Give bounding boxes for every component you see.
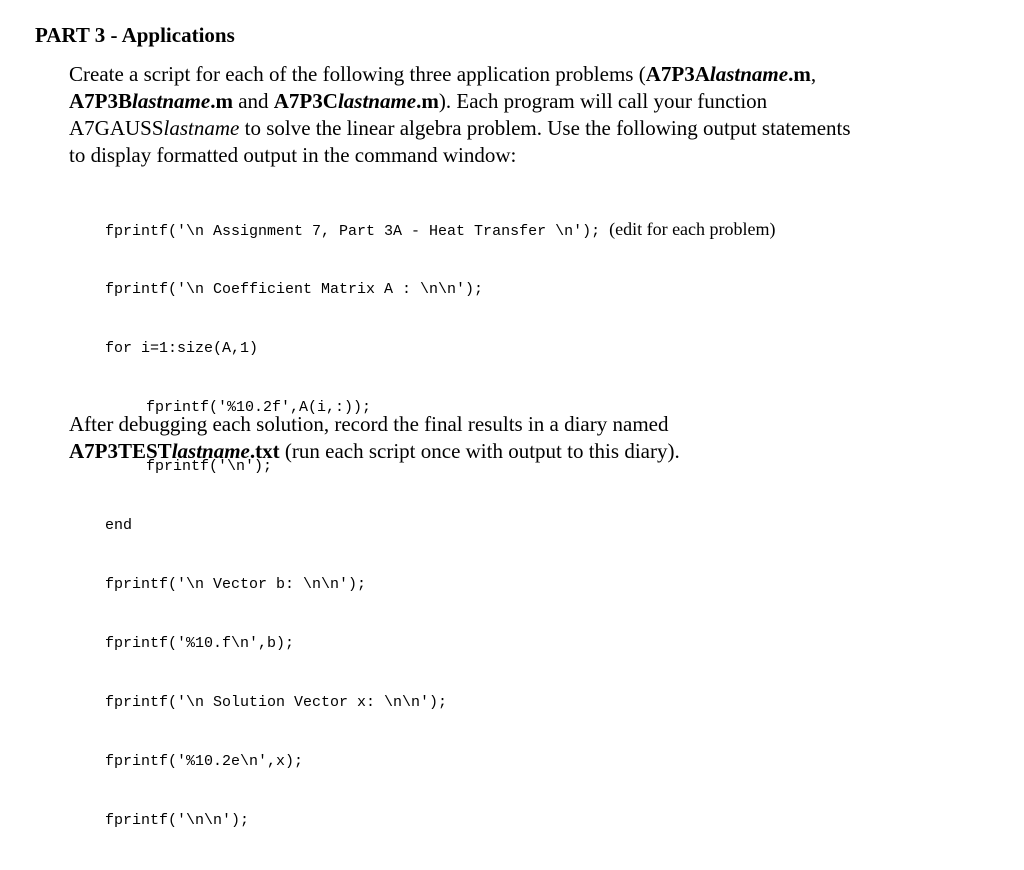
intro-line-1 bbox=[69, 61, 969, 88]
outro-line-1: After debugging each solution, record the final results in a diary named bbox=[69, 412, 669, 436]
code-line bbox=[105, 220, 776, 240]
code-line: fprintf('\n Solution Vector x: \n\n'); bbox=[105, 694, 448, 712]
code-line: fprintf('\n'); bbox=[146, 457, 273, 475]
diary-filename-prefix: A7P3TEST bbox=[69, 439, 172, 463]
intro-text: ). Each program will call your function bbox=[438, 89, 768, 113]
intro-paragraph bbox=[69, 61, 969, 169]
outro-text: (run each script once with output to this diary). bbox=[279, 439, 680, 463]
intro-text: Create a script for each of the following three application problems ( bbox=[69, 62, 646, 86]
filename-b-prefix: A7P3B bbox=[69, 89, 132, 113]
function-name-prefix: A7GAUSS bbox=[69, 116, 164, 140]
intro-line-2 bbox=[69, 88, 969, 115]
intro-text: , bbox=[810, 62, 817, 86]
code-line: fprintf('\n Vector b: \n\n'); bbox=[105, 575, 367, 593]
code-line: fprintf('%10.2f',A(i,:)); bbox=[146, 398, 372, 416]
function-name-lastname: lastname bbox=[163, 116, 240, 140]
code-text: fprintf('\n Assignment 7, Part 3A - Heat Transfer \n'); bbox=[105, 223, 610, 241]
code-line: for i=1:size(A,1) bbox=[105, 339, 259, 357]
section-heading: PART 3 - Applications bbox=[35, 23, 235, 47]
filename-c-prefix: A7P3C bbox=[273, 89, 338, 113]
code-line: fprintf('%10.2e\n',x); bbox=[105, 753, 304, 771]
filename-c-ext: .m bbox=[416, 89, 439, 113]
filename-c-lastname: lastname bbox=[337, 89, 417, 113]
filename-a-prefix: A7P3A bbox=[645, 62, 710, 86]
diary-filename-lastname: lastname bbox=[171, 439, 250, 463]
code-line: end bbox=[105, 516, 133, 534]
code-note: (edit for each problem) bbox=[609, 219, 776, 240]
filename-a-ext: .m bbox=[788, 62, 811, 86]
code-block bbox=[105, 181, 776, 870]
outro-paragraph bbox=[69, 411, 969, 465]
filename-b-lastname: lastname bbox=[132, 89, 211, 113]
code-line: fprintf('\n Coefficient Matrix A : \n\n'); bbox=[105, 280, 484, 298]
intro-text: and bbox=[232, 89, 274, 113]
intro-line-4: to display formatted output in the command window: bbox=[69, 143, 517, 167]
intro-text: to solve the linear algebra problem. Use the following output statements bbox=[239, 116, 851, 140]
diary-filename-ext: .txt bbox=[249, 439, 280, 463]
filename-a-lastname: lastname bbox=[709, 62, 789, 86]
outro-line-2 bbox=[69, 438, 969, 465]
filename-b-ext: .m bbox=[210, 89, 233, 113]
intro-line-3 bbox=[69, 115, 969, 142]
code-line: fprintf('\n\n'); bbox=[105, 812, 250, 830]
code-line: fprintf('%10.f\n',b); bbox=[105, 635, 295, 653]
